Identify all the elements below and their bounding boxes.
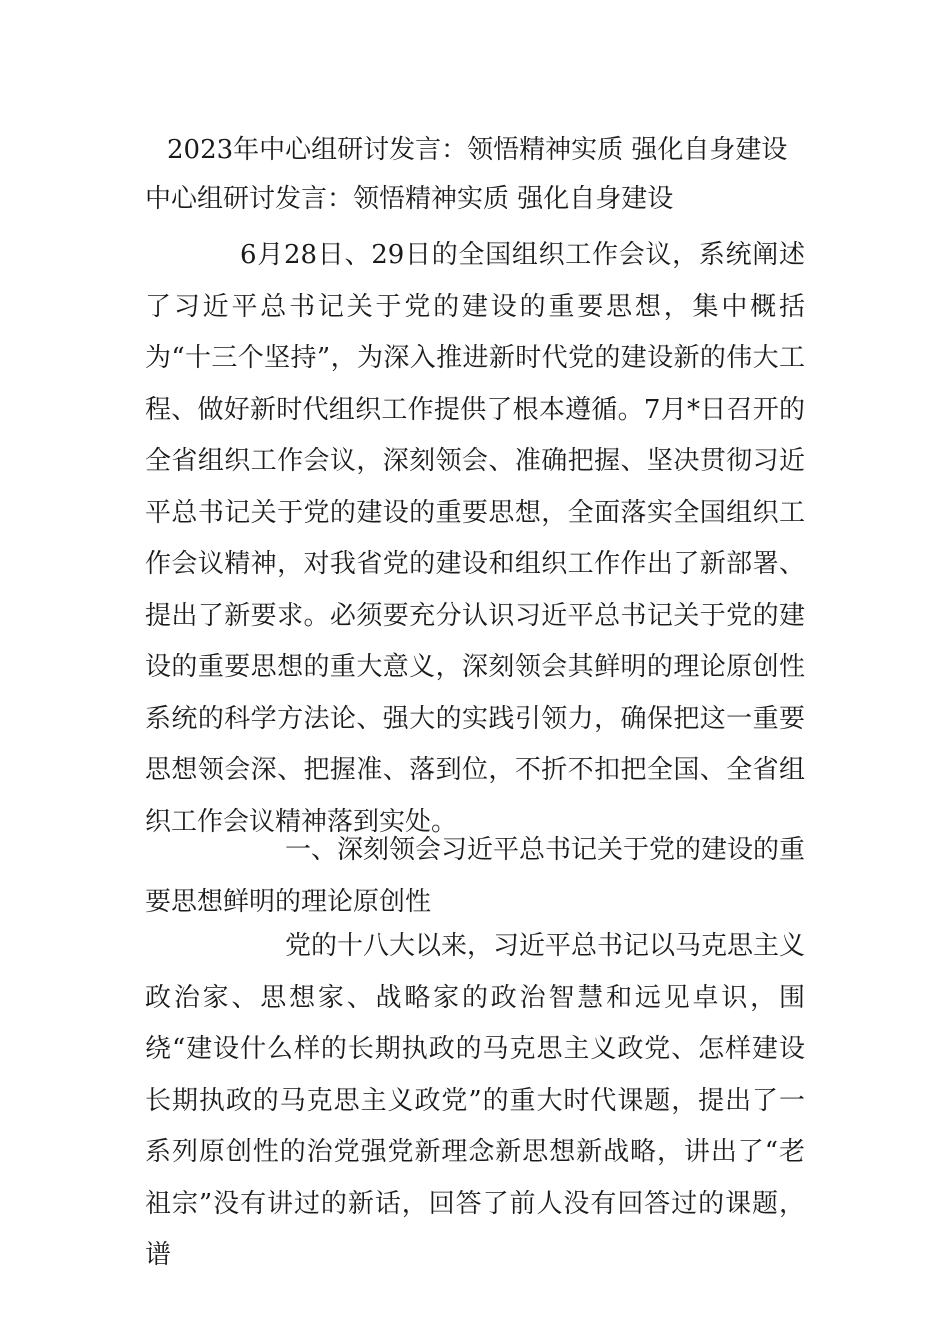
body-paragraph-intro: 6月28日、29日的全国组织工作会议，系统阐述了习近平总书记关于党的建设的重要思想，集中概括为“十三个坚持”，为深入推进新时代党的建设新的伟大工程、做好新时代组织工作提供了根本遵循。7月*日召开的全省组织工作会议，深刻领会、准确把握、坚决贯彻习近平总书记关于党的建设的重要思想，全面落实全国组织工作会议精神，对我省党的建设和组织工作作出了新部署、提出了新要求。必须要充分认识习近平总书记关于党的建设的重要思想的重大意义，深刻领会其鲜明的理论原创性系统的科学方法论、强大的实践引领力，确保把这一重要思想领会深、把握准、落到位，不折不扣把全国、全省组织工作会议精神落到实处。 bbox=[145, 240, 805, 837]
section-heading-1: 一、深刻领会习近平总书记关于党的建设的重要思想鲜明的理论原创性 bbox=[145, 835, 806, 917]
body-paragraph-section-1: 党的十八大以来，习近平总书记以马克思主义政治家、思想家、战略家的政治智慧和远见卓识，围绕“建设什么样的长期执政的马克思主义政党、怎样建设长期执政的马克思主义政党”的重大时代课题，提出了一系列原创性的治党强党新理念新思想新战略，讲出了“老祖宗”没有讲过的新话，回答了前人没有回答过的课题，谱 bbox=[145, 931, 806, 1270]
document-title: 2023年中心组研讨发言：领悟精神实质 强化自身建设 bbox=[167, 135, 788, 165]
document-subtitle: 中心组研讨发言：领悟精神实质 强化自身建设 bbox=[145, 184, 674, 214]
